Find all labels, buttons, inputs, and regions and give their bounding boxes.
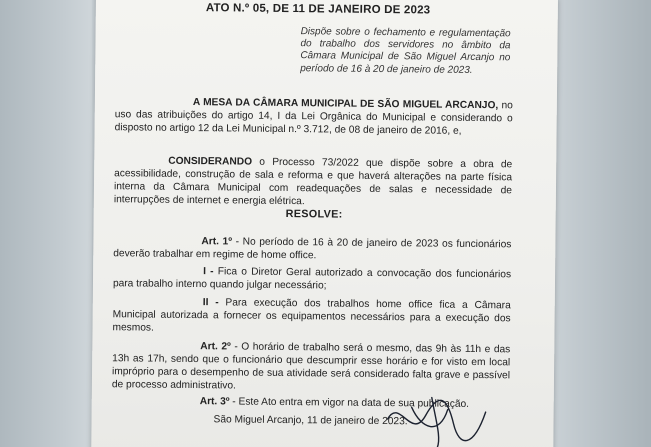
inciso-2 <box>112 295 510 338</box>
inciso-2-text: Para execução dos trabalhos home office fica a Câmara Municipal autorizada a fornecer os equipamentos necessários para a execução dos mesmos. <box>112 297 511 334</box>
document-title: ATO N.º 05, DE 11 DE JANEIRO DE 2023 <box>205 2 431 17</box>
mesa-text: no uso das atribuições do artigo 14, I da Lei Orgânica do Municipal e considerando o disposto no artigo 12 da Lei Municipal n.º 3.712, de 08 de janeiro de 2016, e, <box>114 100 513 137</box>
article-2-text: - O horário de trabalho será o mesmo, das 9h às 11h e das 13h as 17h, sendo que o funcionário que descumprir esse horário e for visto em local impróprio para o desempenho de sua atividade será considerado falta grave e passível de processo administrativo. <box>111 341 511 392</box>
mesa-lead: A MESA DA CÂMARA MUNICIPAL DE SÃO MIGUEL ARCANJO, <box>192 97 499 112</box>
article-1-text: - No período de 16 à 20 de janeiro de 2023 os funcionários deverão trabalhar em regime de home office. <box>113 236 512 262</box>
background-wall-right <box>541 0 651 447</box>
considerando-text: o Processo 73/2022 que dispõe sobre a obra de acessibilidade, construção de sala e reforma e que haverá alterações na parte física interna da Câmara Municipal com readequações de salas e necessidade de interrupções de internet e energia elétrica. <box>113 156 513 208</box>
mesa-paragraph <box>115 95 513 138</box>
article-3-text: - Este Ato entra em vigor na data de sua publicação. <box>229 396 470 410</box>
background-wall-left <box>0 0 92 447</box>
inciso-2-lead: II - <box>202 297 219 309</box>
article-2 <box>112 339 511 395</box>
resolve-heading: RESOLVE: <box>285 207 343 221</box>
considerando-paragraph <box>114 154 513 210</box>
article-3-lead: Art. 3º <box>199 396 230 408</box>
inciso-1-lead: I - <box>203 266 214 278</box>
inciso-1-text: Fica o Diretor Geral autorizado a convocação dos funcionários para trabalho interno quando julgar necessário; <box>112 266 512 292</box>
dateline: São Miguel Arcanjo, 11 de janeiro de 2023. <box>213 414 408 428</box>
document-sheet <box>91 0 558 447</box>
document-summary: Dispõe sobre o fechamento e regulamentação do trabalho dos servidores no âmbito da Câmara Municipal de São Miguel Arcanjo no período de 16 à 20 de janeiro de 2023. <box>300 26 511 76</box>
article-1-lead: Art. 1º <box>201 236 233 248</box>
inciso-1 <box>113 264 511 294</box>
article-1 <box>113 234 511 264</box>
article-2-lead: Art. 2º <box>200 341 231 353</box>
considerando-lead: CONSIDERANDO <box>168 155 253 168</box>
signature-mark <box>381 389 502 447</box>
